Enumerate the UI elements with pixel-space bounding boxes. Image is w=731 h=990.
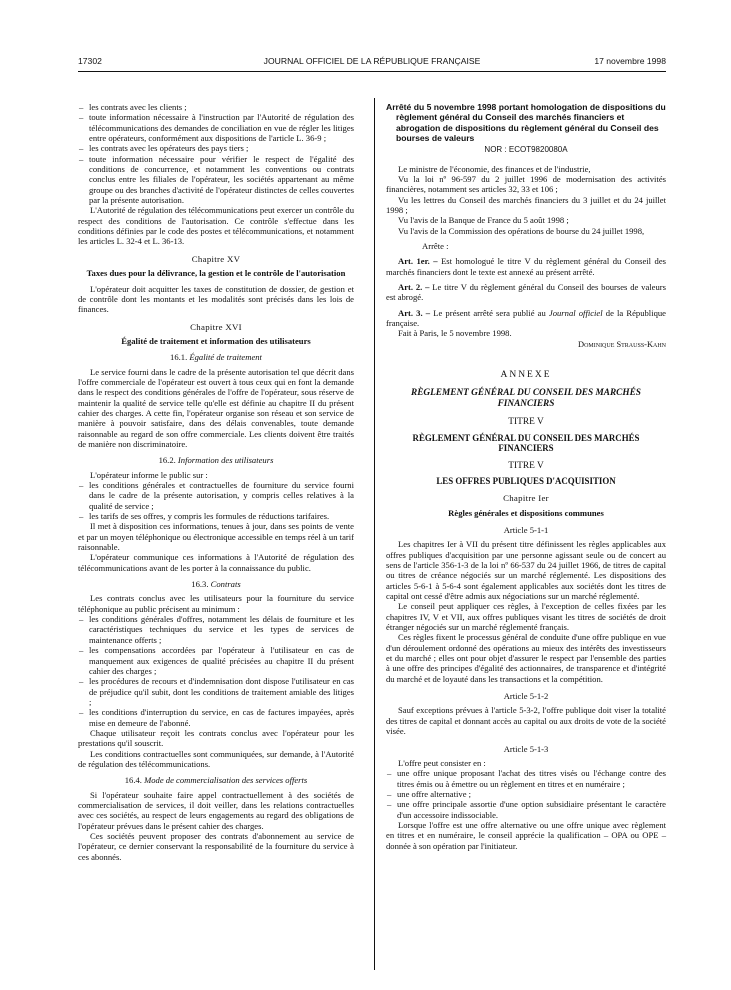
chapter-label: Chapitre XV	[191, 253, 241, 264]
list-item: – toute information nécessaire à l'instruction par l'Autorité de régulation des télécommunications des demandes de conciliation en vue de régler les litiges entre opérateurs, conformément aux dispositions de l'article L. 36-9 ;	[89, 112, 354, 143]
paragraph: Si l'opérateur souhaite faire appel contractuellement à des sociétés de commercialisation de services, il doit veiller, dans les relations contractuelles avec ces sociétés, au respect de leurs engagements au regard des obligations de l'opérateur prévues dans le présent cahier des charges.	[78, 789, 354, 831]
chapter-title: Règles générales et dispositions communes	[448, 507, 604, 518]
title-label: TITRE V	[508, 460, 544, 471]
offer-types-list	[386, 768, 666, 820]
arrete-label: Arrête :	[422, 240, 449, 251]
paragraph: Sauf exceptions prévues à l'article 5-3-2, l'offre publique doit viser la totalité des titres de capital et donnant accès au capital ou aux droits de vote de la société visée.	[386, 705, 666, 737]
paragraph: Les contrats conclus avec les utilisateurs pour la fourniture du service téléphonique au public précisent au minimum :	[78, 593, 354, 614]
paragraph: Le conseil peut appliquer ces règles, à l'exception de celles fixées par les chapitres IV, V et VII, aux offres publiques visant les titres de sociétés de droit étranger négociés sur un marché réglementé français.	[386, 601, 666, 633]
offers-heading: LES OFFRES PUBLIQUES D'ACQUISITION	[436, 475, 616, 486]
paragraph: L'Autorité de régulation des télécommunications peut exercer un contrôle du respect des conditions de l'autorisation. Ce contrôle s'effectue dans les conditions définies par le code des postes et télécommunications, et notamment les articles L. 32-4 et L. 36-13.	[78, 205, 354, 247]
list-item: – une offre principale assortie d'une option subsidiaire présentant le caractère d'un accessoire indissociable.	[397, 799, 666, 820]
list-item: – toute information nécessaire pour vérifier le respect de l'égalité des conditions de concurrence, et notamment les conventions ou contrats conclus entre les filiales de l'opérateur, les sociétés appartenant au même groupe ou des branches d'activité de l'opérateur distinctes de celles couvertes par la présente autorisation.	[89, 154, 354, 206]
chapter-title: Taxes dues pour la délivrance, la gestion et le contrôle de l'autorisation	[86, 268, 346, 279]
article-heading: Article 5-1-3	[503, 743, 549, 754]
paragraph: L'opérateur communique ces informations à l'Autorité de régulation des télécommunications avant de les porter à la connaissance du public.	[78, 552, 354, 573]
article-3: Art. 3. – Le présent arrêté sera publié au Journal officiel de la République française.	[386, 307, 666, 328]
article-1: Art. 1er. – Est homologué le titre V du règlement général du Conseil des marchés financiers dont le texte est annexé au présent arrêté.	[386, 256, 666, 277]
paragraph: Le service fourni dans le cadre de la présente autorisation tel que décrit dans l'offre commerciale de l'opérateur est ouvert à tous ceux qui en font la demande dans le respect des conditions générales de l'offre de l'opérateur, sous réserve de maintenir la qualité de service telle qu'elle est définie au chapitre II du présent cahier des charges. A cette fin, l'opérateur organise son réseau et son service de manière à pouvoir satisfaire, dans des délais convenables, toute demande raisonnable au regard de son offre commerciale. Les clients doivent être traités de manière non discriminatoire.	[78, 366, 354, 449]
page-header	[78, 56, 666, 68]
paragraph: Il met à disposition ces informations, tenues à jour, dans ses points de vente et par un moyen téléphonique ou électronique accessible en temps réel à un tarif raisonnable.	[78, 521, 354, 553]
page-number: 17302	[78, 56, 102, 66]
paragraph: Lorsque l'offre est une offre alternative ou une offre unique avec règlement en titres et en numéraire, le conseil apprécie la qualification – OPA ou OPE – donnée à son opération par l'initiateur.	[386, 819, 666, 851]
list-item: – les tarifs de ses offres, y compris les formules de réductions tarifaires.	[89, 511, 354, 521]
column-divider	[374, 98, 375, 970]
paragraph: Ces règles fixent le processus général de conduite d'une offre publique en vue d'un déroulement ordonné des opérations au mieux des intérêts des investisseurs et du marché ; elles ont pour objet d'assurer le respect par l'ensemble des parties à une offre des principes d'égalité des actionnaires, de transparence et d'intégrité du marché et de loyauté dans les transactions et la compétition.	[386, 632, 666, 684]
chapter-label: Chapitre XVI	[190, 321, 242, 332]
journal-title: JOURNAL OFFICIEL DE LA RÉPUBLIQUE FRANÇAISE	[263, 56, 481, 66]
list-item: – une offre unique proposant l'achat des titres visés ou l'échange contre des titres émis ou à émettre ou un règlement en titres et en numéraire ;	[397, 768, 666, 789]
paragraph: Les conditions contractuelles sont communiquées, sur demande, à l'Autorité de régulation des télécommunications.	[78, 748, 354, 769]
visa: Le ministre de l'économie, des finances et de l'industrie,	[398, 163, 591, 174]
paragraph: Chaque utilisateur reçoit les contrats conclus avec l'opérateur pour les prestations qu'il souscrit.	[78, 727, 354, 749]
visa: Vu les lettres du Conseil des marchés financiers du 3 juillet et du 24 juillet 1998 ;	[386, 194, 666, 215]
list-item: – les conditions d'interruption du service, en cas de factures impayées, après mise en demeure de l'abonné.	[89, 707, 354, 728]
paragraph: Les chapitres Ier à VII du présent titre définissent les règles applicables aux offres publiques d'acquisition par une personne agissant seule ou de concert au sens de l'article 356-1-3 de la loi nº 66-537 du 24 juillet 1966, de titres de capital ou titres de créance négociés sur un marché réglementé. Les dispositions des articles 5-6-1 à 5-6-4 sont également applicables aux sociétés dont les titres de capital ont cessé d'être admis aux négociations sur un marché réglementé.	[386, 539, 666, 602]
list-item: – les compensations accordées par l'opérateur à l'utilisateur en cas de manquement aux exigences de qualité précisées au chapitre II du présent cahier des charges ;	[89, 645, 354, 676]
chapter-title: Égalité de traitement et information des utilisateurs	[121, 335, 311, 346]
list-item: – les conditions générales d'offres, notamment les délais de fourniture et les caractéristiques techniques du service et les types de services de maintenance offerts ;	[89, 614, 354, 645]
visa: Vu la loi nº 96-597 du 2 juillet 1996 de modernisation des activités financières, notamment ses articles 32, 33 et 106 ;	[386, 173, 666, 195]
list-item: – les conditions générales et contractuelles de fourniture du service fourni dans le cadre de la présente autorisation, y compris celles relatives à la qualité de service ;	[89, 480, 354, 511]
regulation-title-bold: RÈGLEMENT GÉNÉRAL DU CONSEIL DES MARCHÉS FINANCIERS	[412, 432, 640, 454]
section-heading: 16.1. Égalité de traitement	[170, 352, 262, 363]
article-heading: Article 5-1-1	[503, 524, 549, 535]
issue-date: 17 novembre 1998	[594, 56, 666, 66]
list-item: – les contrats avec les opérateurs des pays tiers ;	[89, 143, 354, 153]
contracts-list	[78, 614, 354, 728]
paragraph: L'offre peut consister en :	[398, 757, 486, 768]
list-item: – les contrats avec les clients ;	[89, 102, 354, 112]
list-item: – une offre alternative ;	[397, 789, 666, 799]
section-heading: 16.3. Contrats	[191, 579, 241, 590]
decree-title: Arrêté du 5 novembre 1998 portant homologation de dispositions du règlement général du Conseil des marchés financiers et abrogation de dispositions du règlement général du Conseil des bourses de valeurs	[386, 102, 666, 143]
left-column	[78, 102, 354, 862]
article-heading: Article 5-1-2	[503, 691, 549, 702]
regulation-title-italic: RÈGLEMENT GÉNÉRAL DU CONSEIL DES MARCHÉS FINANCIERS	[411, 388, 641, 410]
right-column	[386, 102, 666, 851]
place-date: Fait à Paris, le 5 novembre 1998.	[398, 328, 512, 339]
header-rule	[78, 71, 666, 72]
annex-heading: ANNEXE	[500, 370, 552, 381]
title-label: TITRE V	[508, 417, 544, 428]
paragraph: L'opérateur doit acquitter les taxes de constitution de dossier, de gestion et de contrôle dont les montants et les modalités sont précisés dans les lois de finances.	[78, 283, 354, 315]
section-heading: 16.4. Mode de commercialisation des services offerts	[124, 775, 308, 786]
visa: Vu l'avis de la Banque de France du 5 août 1998 ;	[398, 215, 569, 226]
visa: Vu l'avis de la Commission des opérations de bourse du 24 juillet 1998,	[398, 225, 645, 236]
chapter-label: Chapitre Ier	[503, 493, 549, 504]
article-2: Art. 2. – Le titre V du règlement général du Conseil des bourses de valeurs est abrogé.	[386, 281, 666, 303]
info-list	[78, 480, 354, 521]
nor-reference: NOR : ECOT9820080A	[484, 145, 568, 155]
signature: Dominique Strauss-Kahn	[578, 339, 666, 349]
list-item: – les procédures de recours et d'indemnisation dont dispose l'utilisateur en cas de préjudice qu'il subit, dont les conditions de traitement amiable des litiges ;	[89, 676, 354, 707]
section-heading: 16.2. Information des utilisateurs	[158, 455, 274, 466]
intro-list	[78, 102, 354, 205]
paragraph: Ces sociétés peuvent proposer des contrats d'abonnement au service de l'opérateur, ce dernier conservant la responsabilité de la fourniture du service à ces abonnés.	[78, 831, 354, 862]
paragraph: L'opérateur informe le public sur :	[90, 469, 208, 480]
